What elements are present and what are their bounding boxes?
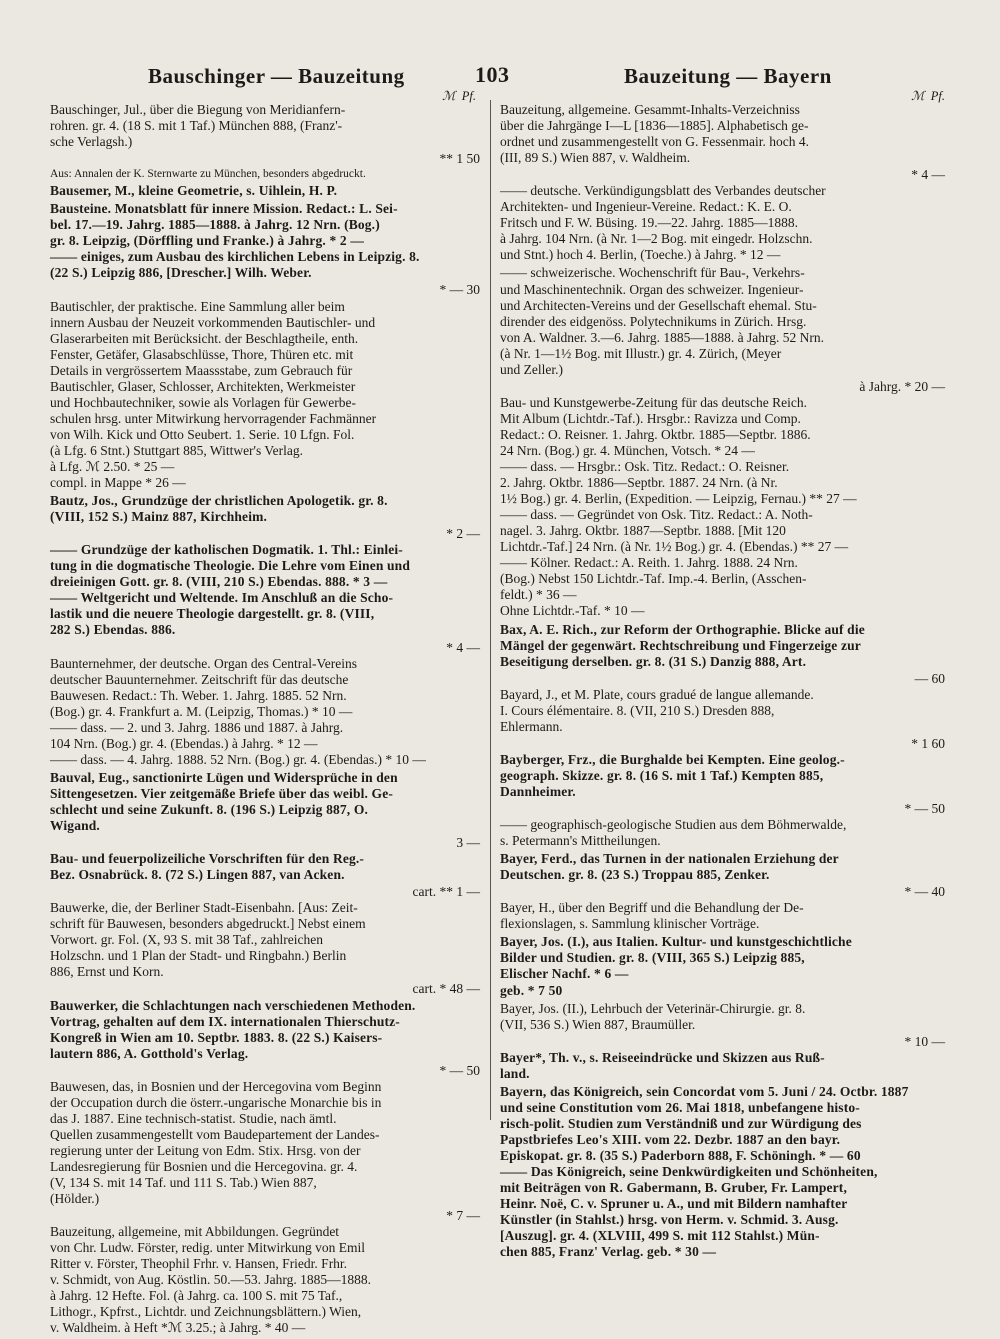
entry-price: 3 — [456, 835, 480, 851]
entry-price: * — 30 [439, 282, 480, 298]
right-column [500, 90, 945, 1262]
bibliography-entry [500, 851, 945, 900]
bibliography-entry [50, 183, 480, 199]
bibliography-entry [50, 1079, 480, 1224]
entry-price: * 4 — [911, 167, 945, 183]
entry-text: —— Grundzüge der katholischen Dogmatik. 1. Thl.: Einlei- tung in die dogmatische Theologie. Die Lehre vom Einen und dreieinigen Gott. gr. 8. (VIII, 210 S.) Ebendas. 888. * 3 — —— Weltgericht und Weltende. Im Anschluß an die Scho- lastik und die neuere Theologie dargestellt. gr. 8. (VIII, 282 S.) Ebendas. 886. [50, 542, 410, 638]
entry-text: Bau- und Kunstgewerbe-Zeitung für das deutsche Reich. Mit Album (Lichtdr.-Taf.). Hrsgbr.: Ravizza und Comp. Redact.: O. Reisner. 1. Jahrg. Oktbr. 1885—Septbr. 1886. 24 Nrn. (Bog.) gr. 4. München, Votsch. * 24 — —— dass. — Hrsgbr.: Osk. Titz. Redact.: O. Reisner. 2. Jahrg. Oktbr. 1886—Septbr. 1887. 24 Nrn. (à Nr. 1½ Bog.) gr. 4. Berlin, (Expedition. — Leipzig, Fernau.) ** 27 — —— dass. — Gegründet von Osk. Titz. Redact.: A. Noth- nagel. 3. Jahrg. Oktbr. 1887—Septbr. 1888. [Mit 120 Lichtdr.-Taf.] 24 Nrn. (à Nr. 1½ Bog.) gr. 4. (Ebendas.) ** 27 — —— Kölner. Redact.: A. Reith. 1. Jahrg. 1888. 24 Nrn. (Bog.) Nebst 150 Lichtdr.-Taf. Imp.-4. Berlin, (Asschen- feldt.) * 36 — Ohne Lichtdr.-Taf. * 10 — [500, 394, 857, 619]
entry-text: Bauwesen, das, in Bosnien und der Hercegovina vom Beginn der Occupation durch die österr.-ungarische Monarchie bis in das J. 1887. Eine technisch-statist. Studie, nach ämtl. Quellen zusammengestellt vom Baudepartement der Landes- regierung unter der Leitung von Edm. Stix. Hrsg. von der Landesregierung für Bosnien und die Hercegovina. gr. 4. (V, 134 S. mit 14 Taf. und 111 S. Tab.) Wien 887, (Hölder.) [50, 1078, 382, 1207]
right-entries [500, 102, 945, 1260]
entry-text: Bautz, Jos., Grundzüge der christlichen Apologetik. gr. 8. (VIII, 152 S.) Mainz 887, Kirchheim. [50, 493, 388, 525]
bibliography-entry [50, 1224, 480, 1336]
bibliography-entry [500, 265, 945, 394]
entry-text: Bautischler, der praktische. Eine Sammlung aller beim innern Ausbau der Neuzeit vorkommenden Bautischler- und Glaserarbeiten mit Berücksicht. der Beschlagtheile, enth. Fenster, Getäfer, Glasabschlüsse, Thore, Thüren etc. mit Details in vergrössertem Maassstabe, zum Gebrauch für Bautischler, Glaser, Schlosser, Architekten, Werkmeister und Hochbautechniker, sowie als Vorlagen für Gewerbe- schulen hrsg. unter Mitwirkung hervorragender Fachmänner von Wilh. Kick und Otto Seubert. 1. Serie. 10 Lfgn. Fol. (à Lfg. 6 Stnt.) Stuttgart 885, Wittwer's Verlag. à Lfg. ℳ 2.50. * 25 — compl. in Mappe * 26 — [50, 298, 377, 491]
entry-text: Baunternehmer, der deutsche. Organ des Central-Vereins deutscher Bauunternehmer. Zeitschrift für das deutsche Bauwesen. Redact.: Th. Weber. 1. Jahrg. 1885. 52 Nrn. (Bog.) gr. 4. Frankfurt a. M. (Leipzig, Thomas.) * 10 — —— dass. — 2. und 3. Jahrg. 1886 und 1887. à Jahrg. 104 Nrn. (Bog.) gr. 4. (Ebendas.) à Jahrg. * 12 — —— dass. — 4. Jahrg. 1888. 52 Nrn. (Bog.) gr. 4. (Ebendas.) * 10 — [50, 655, 426, 767]
entry-price: à Jahrg. * 20 — [859, 378, 945, 394]
bibliography-entry [50, 656, 480, 768]
entry-price: * 10 — [904, 1033, 945, 1049]
entry-text: Bayer*, Th. v., s. Reiseeindrücke und Skizzen aus Ruß- land. [500, 1049, 825, 1081]
bibliography-entry [500, 687, 945, 752]
page-number: 103 [475, 62, 510, 87]
bibliography-entry [500, 934, 945, 998]
entry-price: — 60 [914, 670, 945, 686]
entry-text: Bayer, Jos. (I.), aus Italien. Kultur- und kunstgeschichtliche Bilder und Studien. gr. 8. (VIII, 365 S.) Leipzig 885, Elischer Nachf. * 6 — geb. * 7 50 [500, 934, 852, 998]
entry-text: Bauzeitung, allgemeine, mit Abbildungen. Gegründet von Chr. Ludw. Förster, redig. unter Mitwirkung von Emil Ritter v. Förster, Theophil Frhr. v. Hansen, Friedr. Frhr. v. Schmidt, von Aug. Köstlin. 50.—53. Jahrg. 1885—1888. à Jahrg. 12 Hefte. Fol. (à Jahrg. ca. 100 S. mit 75 Taf., Lithogr., Kpfrst., Lichtdr. und Zeichnungsblättern.) Wien, v. Waldheim. à Heft *ℳ 3.25.; à Jahrg. * 40 — [50, 1224, 372, 1336]
entry-price: * 1 60 [911, 735, 945, 751]
bibliography-entry [50, 299, 480, 492]
entry-text: Bausemer, M., kleine Geometrie, s. Uihlein, H. P. [50, 183, 338, 199]
entry-text: Bax, A. E. Rich., zur Reform der Orthographie. Blicke auf die Mängel der gegenwärt. Rechtschreibung und Fingerzeige zur Beseitigung derselben. gr. 8. (31 S.) Danzig 888, Art. [500, 621, 865, 669]
entry-text: Bausteine. Monatsblatt für innere Mission. Redact.: L. Sei- bel. 17.—19. Jahrg. 1885—1888. à Jahrg. 12 Nrn. (Bog.) gr. 8. Leipzig, (Dörffling und Franke.) à Jahrg. * 2 — —— einiges, zum Ausbau des kirchlichen Lebens in Leipzig. 8. (22 S.) Leipzig 886, [Drescher.] Wilh. Weber. [50, 201, 420, 281]
entry-text: Bauzeitung, allgemeine. Gesammt-Inhalts-Verzeichniss über die Jahrgänge I—L [1836—1885]. Alphabetisch ge- ordnet und zusammengestellt von G. Fessenmair. hoch 4. (III, 89 S.) Wien 887, v. Waldheim. [500, 102, 809, 166]
entry-text: Bayer, Ferd., das Turnen in der nationalen Erziehung der Deutschen. gr. 8. (23 S.) Troppau 885, Zenker. [500, 851, 839, 883]
entry-text: Bauval, Eug., sanctionirte Lügen und Widersprüche in den Sittengesetzen. Vier zeitgemäße Briefe über das weibl. Ge- schlecht und seine Zukunft. 8. (196 S.) Leipzig 887, O. Wigand. [50, 769, 398, 834]
entry-text: Bayer, Jos. (II.), Lehrbuch der Veterinär-Chirurgie. gr. 8. (VII, 536 S.) Wien 887, Braumüller. [500, 1000, 806, 1032]
entry-text: —— geographisch-geologische Studien aus dem Böhmerwalde, s. Petermann's Mittheilungen. [500, 817, 847, 849]
entry-price: * — 50 [904, 801, 945, 817]
column-divider [490, 100, 491, 1120]
bibliography-entry [500, 752, 945, 817]
entry-text: Bauwerker, die Schlachtungen nach verschiedenen Methoden. Vortrag, gehalten auf dem IX. internationalen Thierschutz- Kongreß in Wien am 10. Septbr. 1883. 8. (22 S.) Kaisers- lautern 886, A. Gotthold's Verlag. [50, 997, 416, 1061]
bibliography-entry [50, 900, 480, 997]
entry-text: —— deutsche. Verkündigungsblatt des Verbandes deutscher Architekten- und Ingenieur-Vereine. Redact.: K. E. O. Fritsch und F. W. Büsing. 19.—22. Jahrg. 1885—1888. à Jahrg. 104 Nrn. (à Nr. 1—2 Bog. mit eingedr. Holzschn. und Stnt.) hoch 4. Berlin, (Toeche.) à Jahrg. * 12 — [500, 183, 826, 263]
entry-price: * 7 — [446, 1208, 480, 1224]
bibliography-entry [50, 998, 480, 1079]
entry-text: Bauschinger, Jul., über die Biegung von Meridianfern- rohren. gr. 4. (18 S. mit 1 Taf.) München 888, (Franz'- sche Verlagsh.) [50, 102, 346, 150]
entry-price: * — 50 [439, 1062, 480, 1078]
entry-text: Bayard, J., et M. Plate, cours gradué de langue allemande. I. Cours élémentaire. 8. (VII, 210 S.) Dresden 888, Ehlermann. [500, 686, 814, 734]
entry-price: * — 40 [904, 884, 945, 900]
left-column [50, 90, 480, 1339]
entry-text: —— schweizerische. Wochenschrift für Bau-, Verkehrs- und Maschinentechnik. Organ des schweizer. Ingenieur- und Architecten-Vereins und der Gesellschaft ehemal. Stu- dirender des eidgenöss. Polytechnikums in Zürich. Hrsg. von A. Waldner. 3.—6. Jahrg. 1885—1888. à Jahrg. 52 Nrn. (à Nr. 1—1½ Bog. mit Illustr.) gr. 4. Zürich, (Meyer und Zeller.) [500, 265, 825, 377]
entry-text: Bauwerke, die, der Berliner Stadt-Eisenbahn. [Aus: Zeit- schrift für Bauwesen, besonders abgedruckt.] Nebst einem Vorwort. gr. Fol. (X, 93 S. mit 38 Taf., zahlreichen Holzschn. und 1 Plan der Stadt- und Ringbahn.) Berlin 886, Ernst und Korn. [50, 900, 366, 980]
bibliography-entry [500, 900, 945, 932]
entry-price: * 2 — [446, 526, 480, 542]
left-entries [50, 102, 480, 1337]
bibliography-entry [500, 817, 945, 849]
bibliography-entry [50, 851, 480, 900]
entry-price: cart. ** 1 — [412, 884, 480, 900]
bibliography-entry [500, 395, 945, 620]
bibliography-entry [50, 493, 480, 542]
entry-price: * 4 — [446, 639, 480, 655]
bibliography-entry [50, 201, 480, 298]
entry-text: Bayberger, Frz., die Burghalde bei Kempten. Eine geolog.- geograph. Skizze. gr. 8. (16 S. mit 1 Taf.) Kempten 885, Dannheimer. [500, 751, 845, 799]
entry-price: ** 1 50 [439, 151, 480, 167]
bibliography-entry [50, 542, 480, 655]
bibliography-entry [500, 1001, 945, 1050]
bibliography-entry [50, 102, 480, 167]
entry-text: Aus: Annalen der K. Sternwarte zu München, besonders abgedruckt. [50, 168, 366, 181]
entry-text: Bau- und feuerpolizeiliche Vorschriften für den Reg.- Bez. Osnabrück. 8. (72 S.) Lingen 887, van Acken. [50, 851, 365, 883]
currency-units-right: ℳ Pf. [911, 89, 945, 103]
bibliography-entry [500, 1050, 945, 1082]
bibliography-entry [500, 183, 945, 263]
bibliography-entry [500, 1084, 945, 1261]
entry-text: Bayer, H., über den Begriff und die Behandlung der De- flexionslagen, s. Sammlung klinischer Vorträge. [500, 900, 804, 932]
entry-price: cart. * 48 — [412, 981, 480, 997]
bibliography-entry [50, 167, 480, 181]
bibliography-entry [500, 622, 945, 687]
entry-text: Bayern, das Königreich, sein Concordat vom 5. Juni / 24. Octbr. 1887 und seine Constitution vom 26. Mai 1818, unbefangene histo- risch-polit. Studien zum Verständniß und zur Würdigung des Papstbriefes Leo's XIII. vom 22. Dezbr. 1887 an den bayr. Episkopat. gr. 8. (35 S.) Paderborn 888, F. Schöningh. * — 60 —— Das Königreich, seine Denkwürdigkeiten und Schönheiten, mit Beiträgen von R. Gabermann, B. Gruber, Fr. Lampert, Heinr. Noë, C. v. Spruner u. A., und mit Bildern namhafter Künstler (in Stahlst.) hrsg. von Herm. v. Schmid. 3. Ausg. [Auszug]. gr. 4. (XLVIII, 499 S. mit 112 Stahlst.) Mün- chen 885, Franz' Verlag. geb. * 30 — [500, 1083, 909, 1260]
bibliography-entry [500, 102, 945, 183]
running-header-left: Bauschinger — Bauzeitung [148, 64, 405, 88]
running-header-right: Bauzeitung — Bayern [624, 64, 832, 88]
currency-units-left: ℳ Pf. [442, 89, 476, 103]
bibliography-entry [50, 770, 480, 851]
